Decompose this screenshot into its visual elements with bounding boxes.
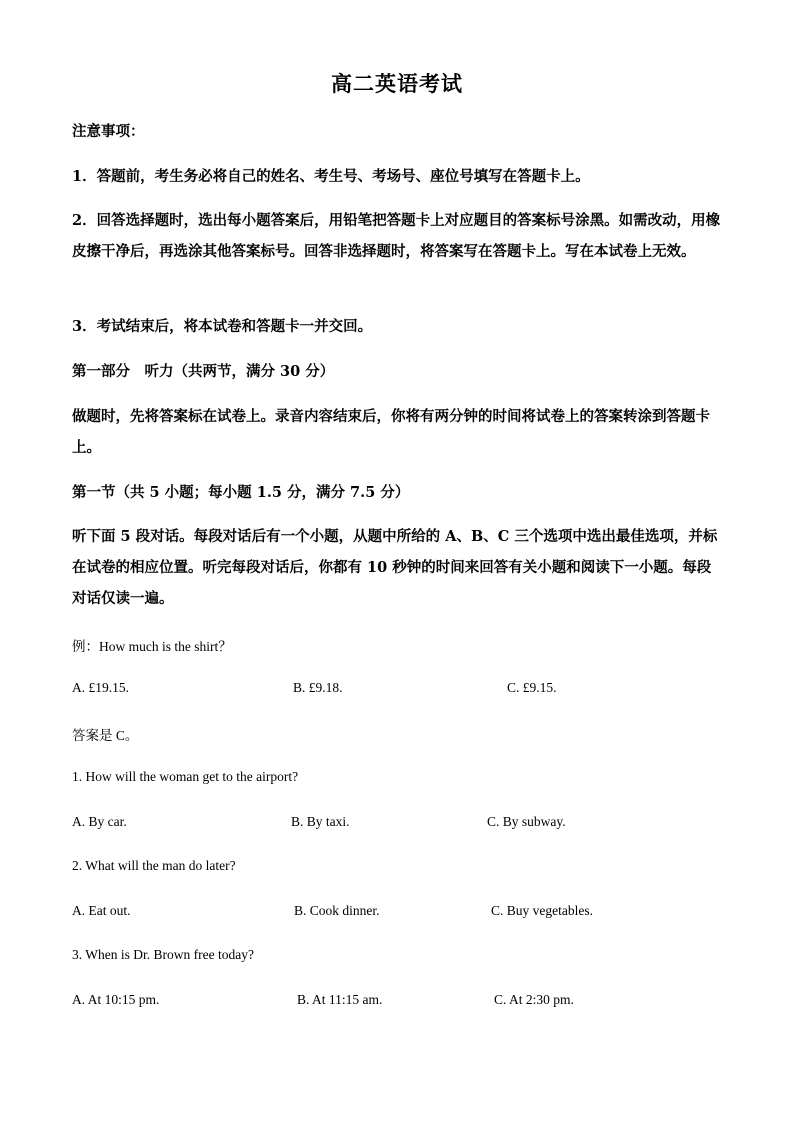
question-1-option-a: A. By car.: [72, 814, 127, 829]
question-2-option-a: A. Eat out.: [72, 903, 131, 918]
question-3: [0, 947, 794, 967]
notice-item-3: 3．考试结束后，将本试卷和答题卡一并交回。: [72, 318, 373, 335]
example-question-row: [0, 635, 794, 655]
question-2-option-b: B. Cook dinner.: [294, 903, 380, 918]
part1-instruction: 做题时，先将答案标在试卷上。录音内容结束后，你将有两分钟的时间将试卷上的答案转涂到答题卡上。: [72, 408, 710, 456]
example-options-row: [0, 680, 794, 700]
question-3-text: 3. When is Dr. Brown free today?: [72, 947, 254, 962]
notice-item-2: 2．回答选择题时，选出每小题答案后，用铅笔把答题卡上对应题目的答案标号涂黑。如需改动，用橡皮擦干净后，再选涂其他答案标号。回答非选择题时，将答案写在答题卡上。写在本试卷上无效。: [72, 212, 721, 260]
question-3-option-b: B. At 11:15 am.: [297, 992, 383, 1007]
notice-item-1: 1．答题前，考生务必将自己的姓名、考生号、考场号、座位号填写在答题卡上。: [72, 168, 590, 185]
question-3-option-a: A. At 10:15 pm.: [72, 992, 160, 1007]
question-2: [0, 858, 794, 878]
question-3-options: [0, 992, 794, 1012]
question-1-option-c: C. By subway.: [487, 814, 566, 829]
section1-heading: 第一节（共 5 小题；每小题 1.5 分，满分 7.5 分）: [72, 484, 410, 501]
question-1-option-b: B. By taxi.: [291, 814, 350, 829]
question-1-options: [0, 814, 794, 834]
example-option-c: C. £9.15.: [507, 680, 557, 695]
section1-instruction: 听下面 5 段对话。每段对话后有一个小题，从题中所给的 A、B、C 三个选项中选出最佳选项，并标在试卷的相应位置。听完每段对话后，你都有 10 秒钟的时间来回答有关小题和阅读下一小题。每段对话仅读一遍。: [72, 528, 718, 607]
part1-heading: 第一部分 听力（共两节，满分 30 分）: [72, 363, 335, 380]
notice-heading: 注意事项：: [72, 123, 145, 140]
example-question: 例：How much is the shirt？: [72, 639, 232, 654]
example-answer-row: [0, 724, 794, 744]
question-2-options: [0, 903, 794, 923]
page-title: 高二英语考试: [331, 71, 463, 96]
question-3-option-c: C. At 2:30 pm.: [494, 992, 574, 1007]
question-1: [0, 769, 794, 789]
question-1-text: 1. How will the woman get to the airport?: [72, 769, 299, 784]
question-2-option-c: C. Buy vegetables.: [491, 903, 593, 918]
example-option-b: B. £9.18.: [293, 680, 343, 695]
example-answer: 答案是 C。: [72, 728, 139, 743]
question-2-text: 2. What will the man do later?: [72, 858, 236, 873]
example-option-a: A. £19.15.: [72, 680, 129, 695]
